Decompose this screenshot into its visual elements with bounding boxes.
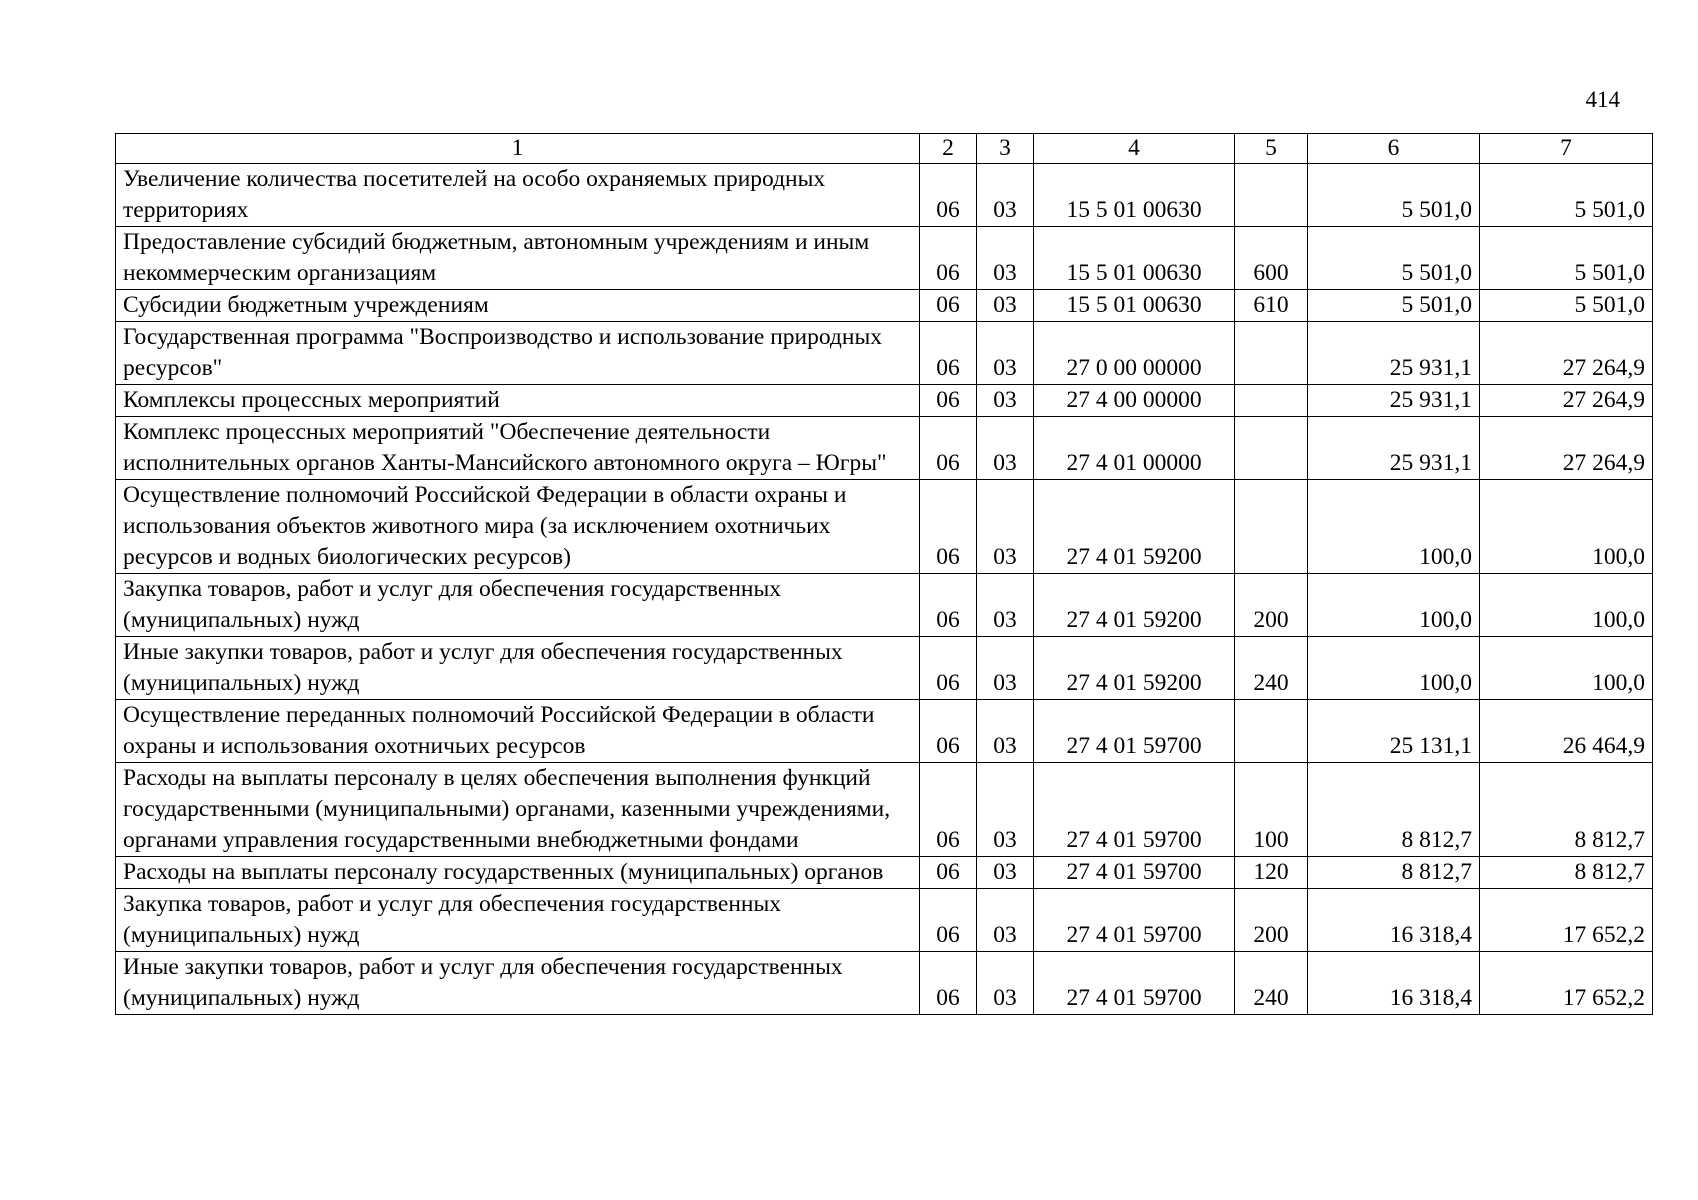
row-name: Иные закупки товаров, работ и услуг для обеспечения государственных (муниципальных) нужд (116, 637, 920, 700)
cell-col5: 200 (1235, 889, 1308, 952)
cell-col3: 03 (977, 574, 1034, 637)
cell-col4: 15 5 01 00630 (1034, 227, 1235, 290)
cell-col3: 03 (977, 385, 1034, 417)
cell-col4: 27 4 01 59200 (1034, 574, 1235, 637)
row-name: Комплексы процессных мероприятий (116, 385, 920, 417)
cell-col4: 27 4 01 59200 (1034, 637, 1235, 700)
cell-col5 (1235, 700, 1308, 763)
table-row (116, 763, 1653, 857)
table-row (116, 857, 1653, 889)
cell-col2: 06 (920, 574, 977, 637)
cell-col6: 8 812,7 (1308, 763, 1480, 857)
cell-col5: 240 (1235, 637, 1308, 700)
cell-col7: 27 264,9 (1480, 385, 1653, 417)
row-name: Государственная программа "Воспроизводство и использование природных ресурсов" (116, 322, 920, 385)
row-name: Увеличение количества посетителей на особо охраняемых природных территориях (116, 164, 920, 227)
cell-col7: 17 652,2 (1480, 889, 1653, 952)
row-name: Предоставление субсидий бюджетным, автономным учреждениям и иным некоммерческим организациям (116, 227, 920, 290)
cell-col6: 8 812,7 (1308, 857, 1480, 889)
cell-col3: 03 (977, 763, 1034, 857)
cell-col6: 100,0 (1308, 637, 1480, 700)
cell-col6: 5 501,0 (1308, 290, 1480, 322)
column-header: 5 (1235, 134, 1308, 164)
table-row (116, 417, 1653, 480)
row-name: Расходы на выплаты персоналу в целях обеспечения выполнения функций государственными (муниципальными) органами, казенными учреждениями, органами управления государственными внебюджетными фондами (116, 763, 920, 857)
cell-col2: 06 (920, 952, 977, 1015)
cell-col4: 15 5 01 00630 (1034, 164, 1235, 227)
cell-col4: 27 4 01 00000 (1034, 417, 1235, 480)
cell-col5 (1235, 322, 1308, 385)
cell-col6: 25 931,1 (1308, 322, 1480, 385)
cell-col6: 25 131,1 (1308, 700, 1480, 763)
column-header: 6 (1308, 134, 1480, 164)
cell-col2: 06 (920, 637, 977, 700)
header-row (116, 134, 1653, 164)
column-header: 3 (977, 134, 1034, 164)
cell-col5: 200 (1235, 574, 1308, 637)
table-row (116, 952, 1653, 1015)
cell-col5 (1235, 480, 1308, 574)
cell-col6: 25 931,1 (1308, 417, 1480, 480)
table-row (116, 290, 1653, 322)
cell-col3: 03 (977, 700, 1034, 763)
column-header: 1 (116, 134, 920, 164)
row-name: Осуществление переданных полномочий Российской Федерации в области охраны и использования охотничьих ресурсов (116, 700, 920, 763)
cell-col5: 100 (1235, 763, 1308, 857)
cell-col7: 100,0 (1480, 574, 1653, 637)
cell-col3: 03 (977, 952, 1034, 1015)
cell-col2: 06 (920, 700, 977, 763)
column-header: 7 (1480, 134, 1653, 164)
cell-col2: 06 (920, 857, 977, 889)
cell-col3: 03 (977, 857, 1034, 889)
cell-col5: 120 (1235, 857, 1308, 889)
cell-col3: 03 (977, 227, 1034, 290)
cell-col6: 100,0 (1308, 480, 1480, 574)
row-name: Иные закупки товаров, работ и услуг для обеспечения государственных (муниципальных) нужд (116, 952, 920, 1015)
cell-col4: 27 4 00 00000 (1034, 385, 1235, 417)
cell-col6: 16 318,4 (1308, 889, 1480, 952)
table-row (116, 637, 1653, 700)
cell-col6: 5 501,0 (1308, 164, 1480, 227)
cell-col3: 03 (977, 290, 1034, 322)
cell-col3: 03 (977, 480, 1034, 574)
row-name: Закупка товаров, работ и услуг для обеспечения государственных (муниципальных) нужд (116, 889, 920, 952)
cell-col5: 600 (1235, 227, 1308, 290)
cell-col2: 06 (920, 763, 977, 857)
cell-col3: 03 (977, 637, 1034, 700)
cell-col4: 27 4 01 59700 (1034, 889, 1235, 952)
cell-col7: 100,0 (1480, 637, 1653, 700)
table-row (116, 480, 1653, 574)
row-name: Расходы на выплаты персоналу государственных (муниципальных) органов (116, 857, 920, 889)
cell-col2: 06 (920, 164, 977, 227)
row-name: Осуществление полномочий Российской Федерации в области охраны и использования объектов животного мира (за исключением охотничьих ресурсов и водных биологических ресурсов) (116, 480, 920, 574)
table-row (116, 574, 1653, 637)
cell-col2: 06 (920, 290, 977, 322)
row-name: Комплекс процессных мероприятий "Обеспечение деятельности исполнительных органов Ханты-Мансийского автономного округа – Югры" (116, 417, 920, 480)
cell-col5: 610 (1235, 290, 1308, 322)
cell-col6: 25 931,1 (1308, 385, 1480, 417)
cell-col4: 27 0 00 00000 (1034, 322, 1235, 385)
cell-col7: 8 812,7 (1480, 763, 1653, 857)
cell-col4: 15 5 01 00630 (1034, 290, 1235, 322)
cell-col7: 27 264,9 (1480, 417, 1653, 480)
cell-col6: 5 501,0 (1308, 227, 1480, 290)
cell-col7: 5 501,0 (1480, 227, 1653, 290)
cell-col5 (1235, 417, 1308, 480)
cell-col4: 27 4 01 59200 (1034, 480, 1235, 574)
table-row (116, 227, 1653, 290)
cell-col4: 27 4 01 59700 (1034, 952, 1235, 1015)
cell-col3: 03 (977, 164, 1034, 227)
cell-col2: 06 (920, 417, 977, 480)
cell-col4: 27 4 01 59700 (1034, 700, 1235, 763)
cell-col5: 240 (1235, 952, 1308, 1015)
cell-col5 (1235, 385, 1308, 417)
cell-col7: 5 501,0 (1480, 164, 1653, 227)
budget-table (115, 133, 1653, 1015)
cell-col2: 06 (920, 227, 977, 290)
cell-col4: 27 4 01 59700 (1034, 763, 1235, 857)
table-row (116, 164, 1653, 227)
cell-col7: 5 501,0 (1480, 290, 1653, 322)
column-header: 4 (1034, 134, 1235, 164)
column-header: 2 (920, 134, 977, 164)
cell-col7: 100,0 (1480, 480, 1653, 574)
row-name: Закупка товаров, работ и услуг для обеспечения государственных (муниципальных) нужд (116, 574, 920, 637)
cell-col2: 06 (920, 480, 977, 574)
cell-col2: 06 (920, 322, 977, 385)
cell-col3: 03 (977, 417, 1034, 480)
row-name: Субсидии бюджетным учреждениям (116, 290, 920, 322)
cell-col7: 17 652,2 (1480, 952, 1653, 1015)
table-row (116, 889, 1653, 952)
cell-col2: 06 (920, 889, 977, 952)
cell-col3: 03 (977, 322, 1034, 385)
cell-col5 (1235, 164, 1308, 227)
cell-col6: 16 318,4 (1308, 952, 1480, 1015)
cell-col7: 26 464,9 (1480, 700, 1653, 763)
table-row (116, 700, 1653, 763)
cell-col7: 8 812,7 (1480, 857, 1653, 889)
table-row (116, 322, 1653, 385)
cell-col4: 27 4 01 59700 (1034, 857, 1235, 889)
table-row (116, 385, 1653, 417)
cell-col7: 27 264,9 (1480, 322, 1653, 385)
cell-col6: 100,0 (1308, 574, 1480, 637)
cell-col2: 06 (920, 385, 977, 417)
page-number: 414 (1585, 87, 1620, 112)
cell-col3: 03 (977, 889, 1034, 952)
